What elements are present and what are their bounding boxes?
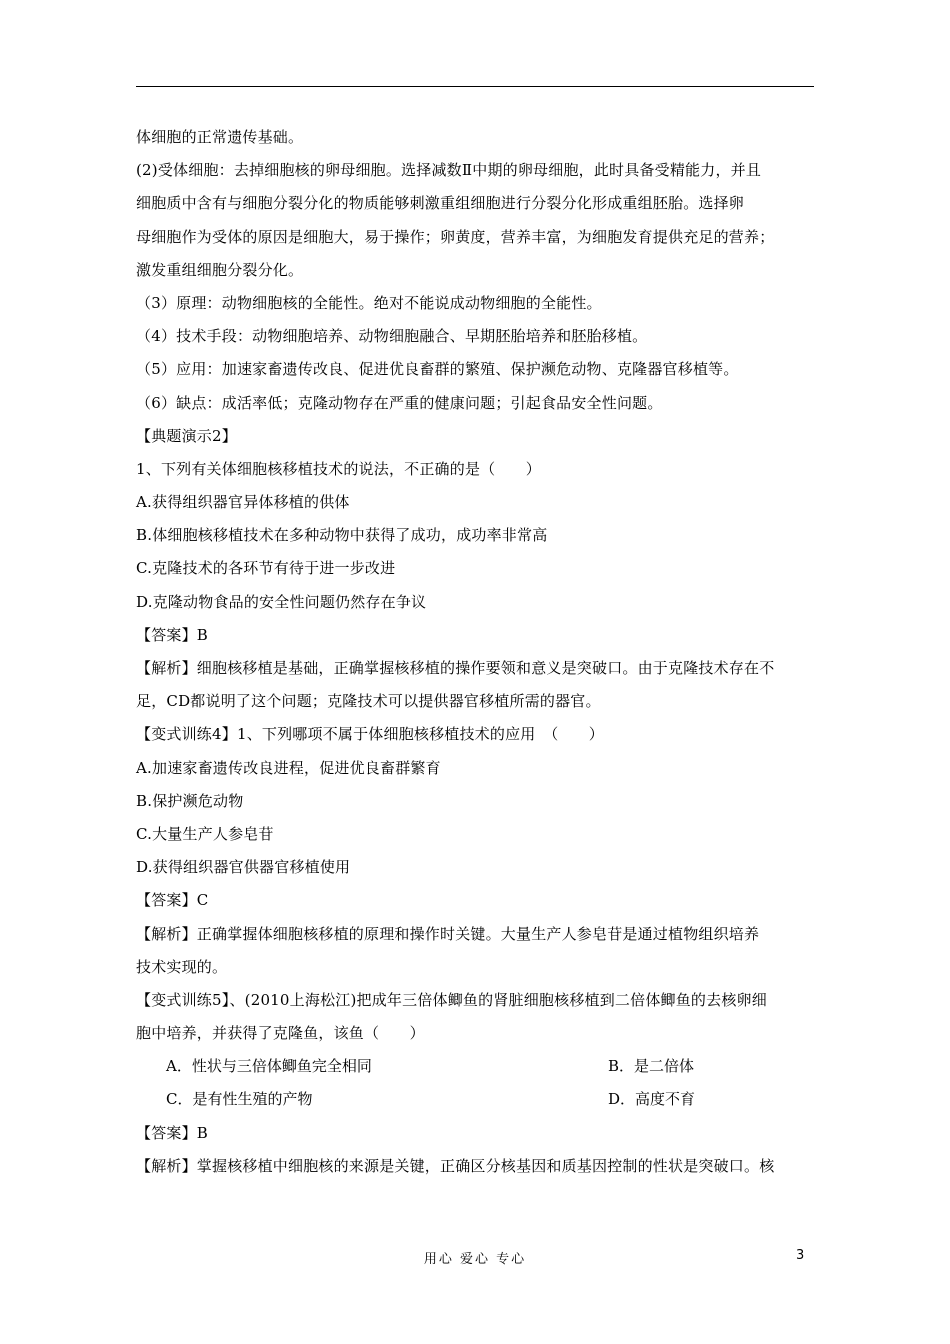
text-line: （3）原理：动物细胞核的全能性。绝对不能说成动物细胞的全能性。: [136, 293, 602, 312]
option-a: A．性状与三倍体鲫鱼完全相同: [166, 1057, 372, 1076]
text-line: （5）应用：加速家畜遗传改良、促进优良畜群的繁殖、保护濒危动物、克隆器官移植等。: [136, 360, 739, 379]
analysis-line: 技术实现的。: [136, 957, 228, 976]
question-stem: 【变式训练4】1、下列哪项不属于体细胞核移植技术的应用 （ ）: [136, 725, 604, 744]
analysis-line: 【解析】正确掌握体细胞核移植的原理和操作时关键。大量生产人参皂苷是通过植物组织培养: [136, 924, 760, 943]
options-row: [136, 1083, 816, 1116]
options-row: [136, 1050, 816, 1083]
question-stem: 胞中培养，并获得了克隆鱼，该鱼（ ）: [136, 1024, 425, 1043]
option-d: D.克隆动物食品的安全性问题仍然存在争议: [136, 592, 427, 611]
analysis-line: 足，CD都说明了这个问题；克隆技术可以提供器官移植所需的器官。: [136, 692, 601, 711]
text-line: （4）技术手段：动物细胞培养、动物细胞融合、早期胚胎培养和胚胎移植。: [136, 327, 648, 346]
text-line: (2)受体细胞：去掉细胞核的卵母细胞。选择减数Ⅱ中期的卵母细胞，此时具备受精能力，并且: [136, 161, 762, 180]
option-a: A.获得组织器官异体移植的供体: [136, 493, 350, 512]
text-line: 细胞质中含有与细胞分裂分化的物质能够刺激重组细胞进行分裂分化形成重组胚胎。选择卵: [136, 194, 745, 213]
option-b: B．是二倍体: [608, 1057, 695, 1076]
option-d: D.获得组织器官供器官移植使用: [136, 858, 351, 877]
answer-line: 【答案】B: [136, 625, 209, 644]
answer-line: 【答案】B: [136, 1123, 209, 1142]
option-c: C.大量生产人参皂苷: [136, 824, 274, 843]
question-stem: 1、下列有关体细胞核移植技术的说法，不正确的是（ ）: [136, 459, 541, 478]
option-c: C.克隆技术的各环节有待于进一步改进: [136, 559, 396, 578]
page-number: 3: [796, 1248, 805, 1263]
text-line: 体细胞的正常遗传基础。: [136, 128, 304, 146]
text-line: 母细胞作为受体的原因是细胞大，易于操作；卵黄度，营养丰富，为细胞发育提供充足的营养；: [136, 227, 775, 246]
question-stem: 【变式训练5】、(2010上海松江)把成年三倍体鲫鱼的肾脏细胞核移植到二倍体鲫鱼的去核卵细: [136, 990, 767, 1009]
analysis-line: 【解析】细胞核移植是基础，正确掌握核移植的操作要领和意义是突破口。由于克隆技术存在不: [136, 659, 775, 677]
option-b: B.体细胞核移植技术在多种动物中获得了成功，成功率非常高: [136, 526, 548, 545]
section-heading: 【典题演示2】: [136, 426, 237, 445]
option-d: D．高度不育: [608, 1090, 696, 1109]
option-a: A.加速家畜遗传改良进程，促进优良畜群繁育: [136, 758, 441, 777]
text-line: 激发重组细胞分裂分化。: [136, 260, 304, 279]
answer-line: 【答案】C: [136, 891, 209, 910]
option-b: B.保护濒危动物: [136, 791, 244, 810]
text-line: （6）缺点：成活率低；克隆动物存在严重的健康问题；引起食品安全性问题。: [136, 393, 663, 412]
header-rule: [136, 86, 814, 87]
analysis-line: 【解析】掌握核移植中细胞核的来源是关键，正确区分核基因和质基因控制的性状是突破口。核: [136, 1156, 775, 1175]
document-body: [136, 121, 816, 1183]
footer-motto: 用心 爱心 专心: [423, 1252, 527, 1267]
option-c: C．是有性生殖的产物: [166, 1090, 313, 1109]
